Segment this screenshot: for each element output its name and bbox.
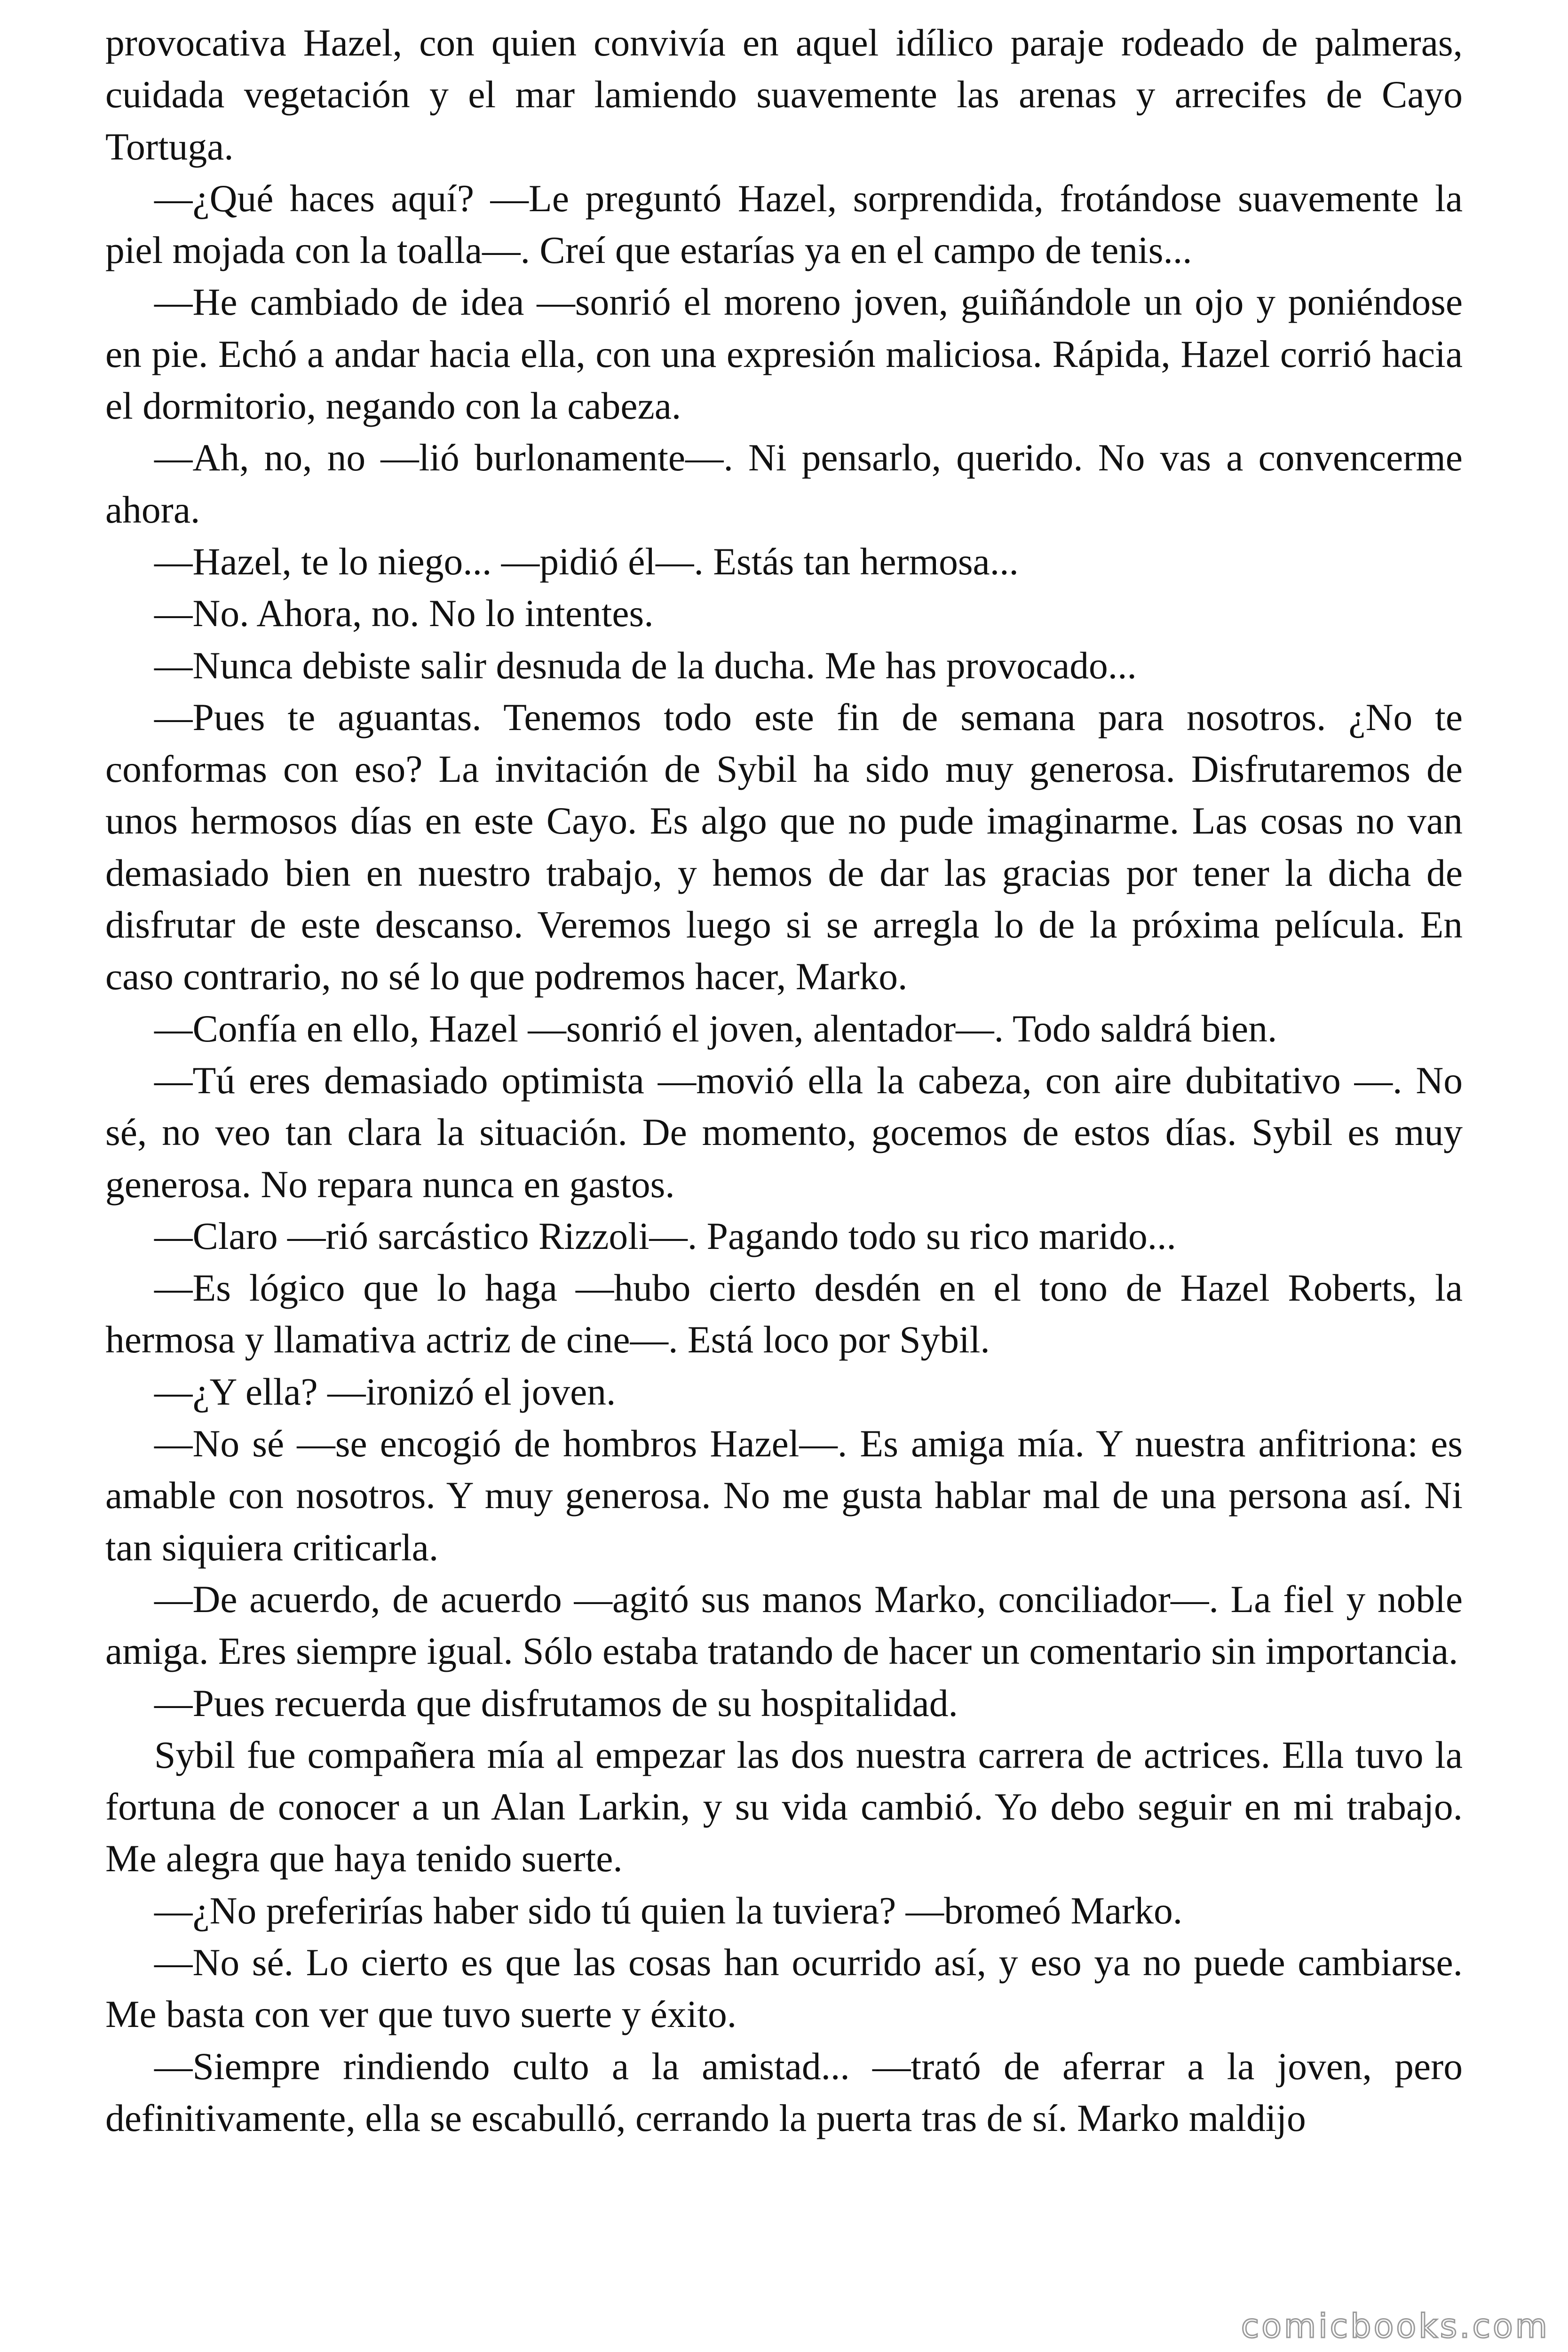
paragraph: —Ah, no, no —lió burlonamente—. Ni pensarlo, querido. No vas a convencerme ahora. [105,436,1463,531]
paragraph: —De acuerdo, de acuerdo —agitó sus manos Marko, conciliador—. La fiel y noble amiga. Eres siempre igual. Sólo estaba tratando de hacer un comentario sin importancia. [105,1577,1463,1673]
paragraph: —No. Ahora, no. No lo intentes. [154,592,654,635]
paragraph: —Siempre rindiendo culto a la amistad... —trató de aferrar a la joven, pero definitivamente, ella se escabulló, cerrando la puerta tras de sí. Marko maldijo [105,2044,1463,2139]
paragraph: —Nunca debiste salir desnuda de la ducha. Me has provocado... [154,644,1137,687]
paragraph: —No sé —se encogió de hombros Hazel—. Es amiga mía. Y nuestra anfitriona: es amable con nosotros. Y muy generosa. No me gusta hablar mal de una persona así. Ni tan siquiera criticarla. [105,1422,1463,1569]
paragraph: —¿Qué haces aquí? —Le preguntó Hazel, sorprendida, frotándose suavemente la piel mojada con la toalla—. Creí que estarías ya en el campo de tenis... [105,176,1463,272]
paragraph: —Confía en ello, Hazel —sonrió el joven, alentador—. Todo saldrá bien. [154,1007,1277,1050]
paragraph: —Tú eres demasiado optimista —movió ella la cabeza, con aire dubitativo —. No sé, no veo tan clara la situación. De momento, gocemos de estos días. Sybil es muy generosa. No repara nunca en gastos. [105,1058,1463,1206]
paragraph: —¿Y ella? —ironizó el joven. [154,1370,616,1413]
paragraph: —Es lógico que lo haga —hubo cierto desdén en el tono de Hazel Roberts, la hermosa y llamativa actriz de cine—. Está loco por Sybil. [105,1266,1463,1361]
paragraph: —Claro —rió sarcástico Rizzoli—. Pagando todo su rico marido... [154,1214,1176,1257]
page-body [105,17,1463,2144]
paragraph: —Pues recuerda que disfrutamos de su hospitalidad. [154,1681,958,1724]
paragraph: —Hazel, te lo niego... —pidió él—. Estás tan hermosa... [154,540,1019,583]
paragraph: —No sé. Lo cierto es que las cosas han ocurrido así, y eso ya no puede cambiarse. Me basta con ver que tuvo suerte y éxito. [105,1940,1463,2036]
paragraph: —¿No preferirías haber sido tú quien la tuviera? —bromeó Marko. [154,1889,1183,1932]
paragraph: —He cambiado de idea —sonrió el moreno joven, guiñándole un ojo y poniéndose en pie. Echó a andar hacia ella, con una expresión maliciosa. Rápida, Hazel corrió hacia el dormitorio, negando con la cabeza. [105,280,1463,428]
paragraph: provocativa Hazel, con quien convivía en aquel idílico paraje rodeado de palmeras, cuidada vegetación y el mar lamiendo suavemente las arenas y arrecifes de Cayo Tortuga. [105,21,1463,168]
watermark: comicbooks.com [1241,2307,1550,2345]
paragraph: —Pues te aguantas. Tenemos todo este fin de semana para nosotros. ¿No te conformas con eso? La invitación de Sybil ha sido muy generosa. Disfrutaremos de unos hermosos días en este Cayo. Es algo que no pude imaginarme. Las cosas no van demasiado bien en nuestro trabajo, y hemos de dar las gracias por tener la dicha de disfrutar de este descanso. Veremos luego si se arregla lo de la próxima película. En caso contrario, no sé lo que podremos hacer, Marko. [105,695,1463,998]
paragraph: Sybil fue compañera mía al empezar las dos nuestra carrera de actrices. Ella tuvo la fortuna de conocer a un Alan Larkin, y su vida cambió. Yo debo seguir en mi trabajo. Me alegra que haya tenido suerte. [105,1733,1463,1880]
